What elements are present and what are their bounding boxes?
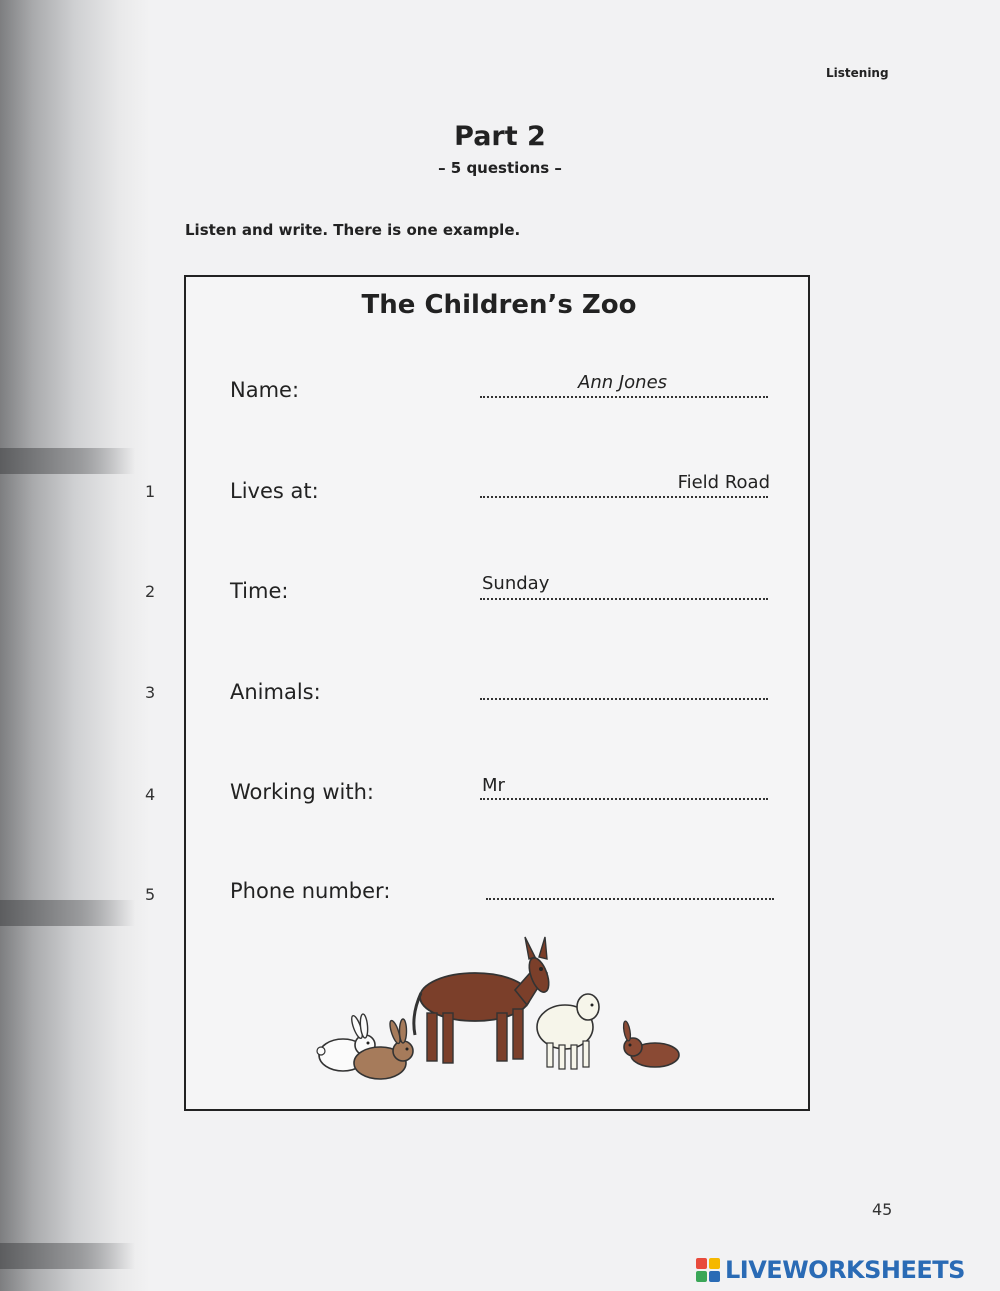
answer-field-phone-number[interactable] [486, 870, 778, 898]
answer-line [480, 698, 768, 700]
answer-field-lives-at[interactable] [600, 468, 772, 496]
part-subtitle: – 5 questions – [438, 159, 562, 177]
binding-band [0, 900, 135, 926]
question-number: 1 [145, 482, 156, 501]
field-label-phone-number: Phone number: [230, 879, 391, 903]
instruction-text: Listen and write. There is one example. [185, 221, 521, 239]
question-number: 4 [145, 785, 156, 804]
lamb-icon [537, 994, 599, 1069]
brand-text: LIVEWORKSHEETS [725, 1256, 965, 1284]
question-number: 3 [145, 683, 156, 702]
part-title: Part 2 [454, 121, 546, 152]
page-number: 45 [872, 1200, 893, 1219]
answer-line [480, 396, 768, 398]
form-title: The Children’s Zoo [361, 290, 637, 320]
page-binding-shadow [0, 0, 150, 1291]
question-number: 2 [145, 582, 156, 601]
field-label-lives-at: Lives at: [230, 479, 319, 503]
donkey-icon [414, 937, 553, 1063]
answer-line [480, 496, 768, 498]
answer-line [486, 898, 774, 900]
brand-logo[interactable] [696, 1256, 965, 1284]
answer-line [480, 598, 768, 600]
answer-field-animals[interactable] [480, 670, 772, 698]
field-label-time: Time: [230, 579, 289, 603]
section-label: Listening [826, 66, 889, 80]
brand-grid-icon [696, 1258, 720, 1282]
field-label-name: Name: [230, 378, 300, 402]
field-label-working-with: Working with: [230, 780, 374, 804]
binding-band [0, 1243, 135, 1269]
field-label-animals: Animals: [230, 680, 321, 704]
question-number: 5 [145, 885, 156, 904]
answer-field-working-with[interactable] [480, 771, 772, 799]
answer-field-time[interactable] [480, 569, 772, 597]
small-rabbit-icon [622, 1021, 679, 1067]
animals-illustration [315, 935, 685, 1085]
binding-band [0, 448, 135, 474]
example-answer: Ann Jones [578, 372, 668, 393]
